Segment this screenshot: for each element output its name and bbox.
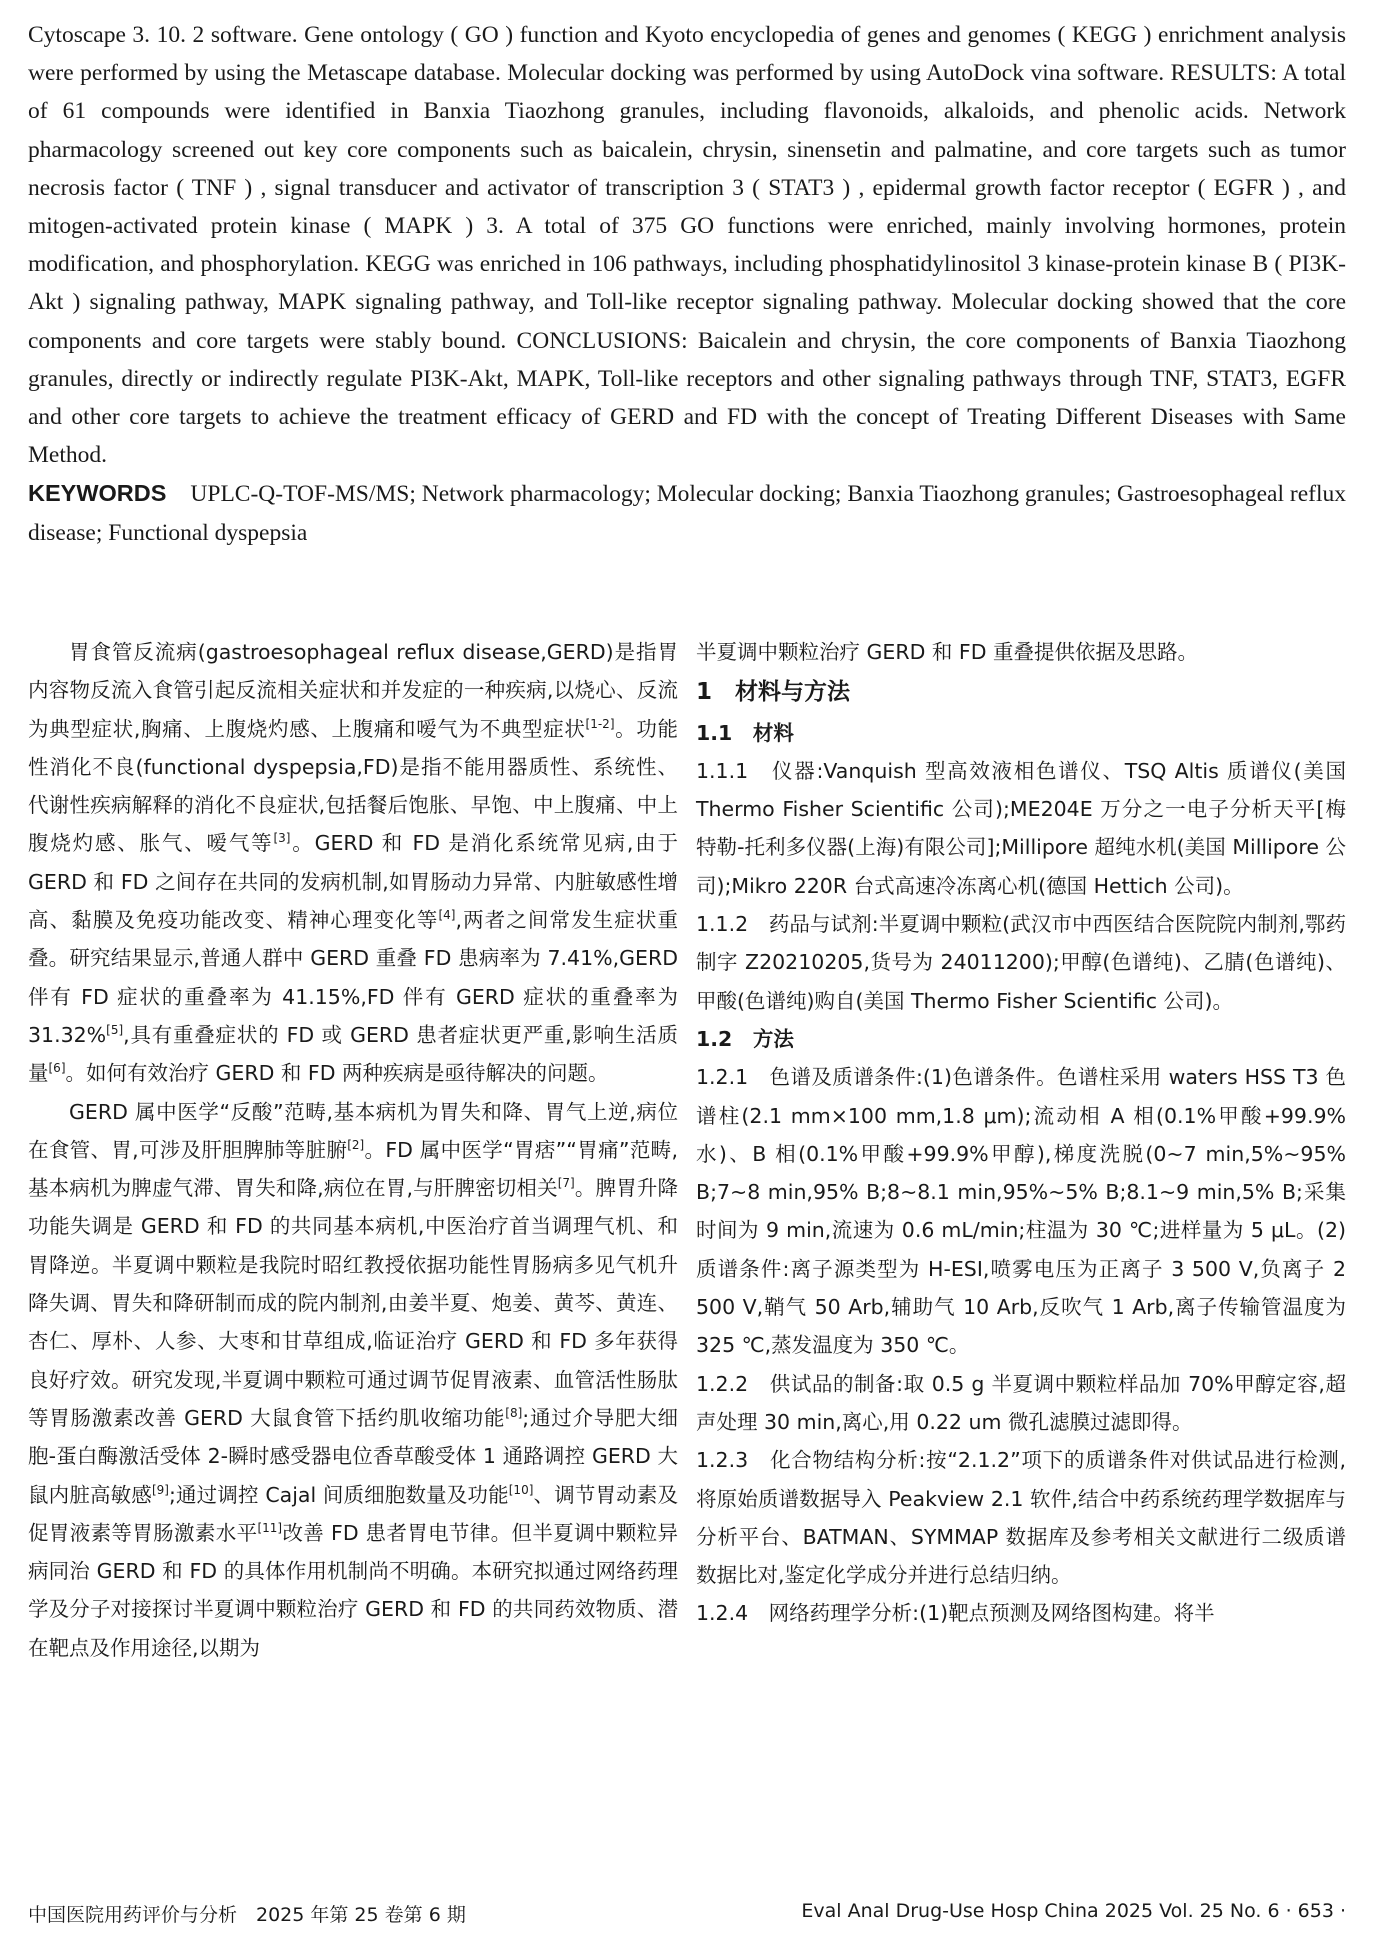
paragraph-1-1-1: 1.1.1 仪器:Vanquish 型高效液相色谱仪、TSQ Altis 质谱仪(美国 Thermo Fisher Scientific 公司);ME204E 万分之一电子分析天平[梅特勒-托利多仪器(上海)有限公司];Millipore 超纯水机(美国 Millipore 公司);Mikro 220R 台式高速冷冻离心机(德国 Hettich 公司)。	[696, 758, 1346, 898]
paragraph-1-1-2: 1.1.2 药品与试剂:半夏调中颗粒(武汉市中西医结合医院院内制剂,鄂药制字 Z20210205,货号为 24011200);甲醇(色谱纯)、乙腈(色谱纯)、甲酸(色谱纯)购自(美国 Thermo Fisher Scientific 公司)。	[696, 912, 1347, 1013]
subsection-heading-1-2: 1.2 方法	[696, 1026, 794, 1051]
keywords-line	[28, 474, 1346, 551]
keywords-text: UPLC-Q-TOF-MS/MS; Network pharmacology; Molecular docking; Banxia Tiaozhong granules; Gastroesophageal reflux disease; Functional dyspepsia	[28, 481, 1346, 546]
paragraph-1-2-1: 1.2.1 色谱及质谱条件:(1)色谱条件。色谱柱采用 waters HSS T3 色谱柱(2.1 mm×100 mm,1.8 μm);流动相 A 相(0.1%甲酸+99.9%水)、B 相(0.1%甲酸+99.9%甲醇),梯度洗脱(0~7 min,5%~95% B;7~8 min,95% B;8~8.1 min,95%~5% B;8.1~9 min,5% B;采集时间为 9 min,流速为 0.6 mL/min;柱温为 30 ℃;进样量为 5 μL。(2)质谱条件:离子源类型为 H-ESI,喷雾电压为正离子 3 500 V,负离子 2 500 V,鞘气 50 Arb,辅助气 10 Arb,反吹气 1 Arb,离子传输管温度为 325 ℃,蒸发温度为 350 ℃。	[696, 1065, 1346, 1358]
right-column	[696, 633, 1346, 1667]
subsection-heading-1-1: 1.1 材料	[696, 720, 794, 745]
continued-text: 半夏调中颗粒治疗 GERD 和 FD 重叠提供依据及思路。	[696, 640, 1199, 664]
paragraph-1-2-4: 1.2.4 网络药理学分析:(1)靶点预测及网络图构建。将半	[696, 1601, 1215, 1626]
paragraph-1-2-3: 1.2.3 化合物结构分析:按“2.1.2”项下的质谱条件对供试品进行检测,将原始质谱数据导入 Peakview 2.1 软件,结合中药系统药理学数据库与分析平台、BATMAN、SYMMAP 数据库及参考相关文献进行二级质谱数据比对,鉴定化学成分并进行总结归纳。	[696, 1448, 1346, 1588]
abstract-text: Cytoscape 3. 10. 2 software. Gene ontology ( GO ) function and Kyoto encyclopedia of genes and genomes ( KEGG ) enrichment analysis were performed by using the Metascape database. Molecular docking was performed by using AutoDock vina software. RESULTS: A total of 61 compounds were identified in Banxia Tiaozhong granules, including flavonoids, alkaloids, and phenolic acids. Network pharmacology screened out key core components such as baicalein, chrysin, sinensetin and palmatine, and core targets such as tumor necrosis factor ( TNF ) , signal transducer and activator of transcription 3 ( STAT3 ) , epidermal growth factor receptor ( EGFR ) , and mitogen-activated protein kinase ( MAPK ) 3. A total of 375 GO functions were enriched, mainly involving hormones, protein modification, and phosphorylation. KEGG was enriched in 106 pathways, including phosphatidylinositol 3 kinase-protein kinase B ( PI3K-Akt ) signaling pathway, MAPK signaling pathway, and Toll-like receptor signaling pathway. Molecular docking showed that the core components and core targets were stably bound. CONCLUSIONS: Baicalein and chrysin, the core components of Banxia Tiaozhong granules, directly or indirectly regulate PI3K-Akt, MAPK, Toll-like receptors and other signaling pathways through TNF, STAT3, EGFR and other core targets to achieve the treatment efficacy of GERD and FD with the concept of Treating Different Diseases with Same Method.	[28, 22, 1346, 469]
intro-paragraph-2: GERD 属中医学“反酸”范畴,基本病机为胃失和降、胃气上逆,病位在食管、胃,可涉及肝胆脾肺等脏腑[2]。FD 属中医学“胃痞”“胃痛”范畴,基本病机为脾虚气滞、胃失和降,病位在胃,与肝脾密切相关[7]。脾胃升降功能失调是 GERD 和 FD 的共同基本病机,中医治疗首当调理气机、和胃降逆。半夏调中颗粒是我院时昭红教授依据功能性胃肠病多见气机升降失调、胃失和降研制而成的院内制剂,由姜半夏、炮姜、黄芩、黄连、杏仁、厚朴、人参、大枣和甘草组成,临证治疗 GERD 和 FD 多年获得良好疗效。研究发现,半夏调中颗粒可通过调节促胃液素、血管活性肠肽等胃肠激素改善 GERD 大鼠食管下括约肌收缩功能[8];通过介导肥大细胞-蛋白酶激活受体 2-瞬时感受器电位香草酸受体 1 通路调控 GERD 大鼠内脏高敏感[9];通过调控 Cajal 间质细胞数量及功能[10]、调节胃动素及促胃液素等胃肠激素水平[11]改善 FD 患者胃电节律。但半夏调中颗粒异病同治 GERD 和 FD 的具体作用机制尚不明确。本研究拟通过网络药理学及分子对接探讨半夏调中颗粒治疗 GERD 和 FD 的共同药效物质、潜在靶点及作用途径,以期为	[28, 1099, 679, 1660]
keywords-label: KEYWORDS	[28, 480, 167, 507]
footer-journal-en: Eval Anal Drug-Use Hosp China 2025 Vol. 25 No. 6 · 653 ·	[801, 1900, 1346, 1922]
intro-paragraph-1: 胃食管反流病(gastroesophageal reflux disease,GERD)是指胃内容物反流入食管引起反流相关症状和并发症的一种疾病,以烧心、反流为典型症状,胸痛、上腹烧灼感、上腹痛和嗳气为不典型症状[1-2]。功能性消化不良(functional dyspepsia,FD)是指不能用器质性、系统性、代谢性疾病解释的消化不良症状,包括餐后饱胀、早饱、中上腹痛、中上腹烧灼感、胀气、嗳气等[3]。GERD 和 FD 是消化系统常见病,由于 GERD 和 FD 之间存在共同的发病机制,如胃肠动力异常、内脏敏感性增高、黏膜及免疫功能改变、精神心理变化等[4],两者之间常发生症状重叠。研究结果显示,普通人群中 GERD 重叠 FD 患病率为 7.41%,GERD 伴有 FD 症状的重叠率为 41.15%,FD 伴有 GERD 症状的重叠率为 31.32%[5],具有重叠症状的 FD 或 GERD 患者症状更严重,影响生活质量[6]。如何有效治疗 GERD 和 FD 两种疾病是亟待解决的问题。	[28, 640, 679, 1086]
page-footer	[28, 1900, 1346, 1927]
abstract-block	[28, 16, 1346, 552]
paragraph-1-2-2: 1.2.2 供试品的制备:取 0.5 g 半夏调中颗粒样品加 70%甲醇定容,超声处理 30 min,离心,用 0.22 um 微孔滤膜过滤即得。	[696, 1371, 1346, 1434]
section-heading-1: 1 材料与方法	[696, 679, 851, 706]
left-column	[28, 633, 678, 1667]
body-columns	[28, 633, 1346, 1667]
footer-journal-cn: 中国医院用药评价与分析 2025 年第 25 卷第 6 期	[28, 1904, 466, 1926]
